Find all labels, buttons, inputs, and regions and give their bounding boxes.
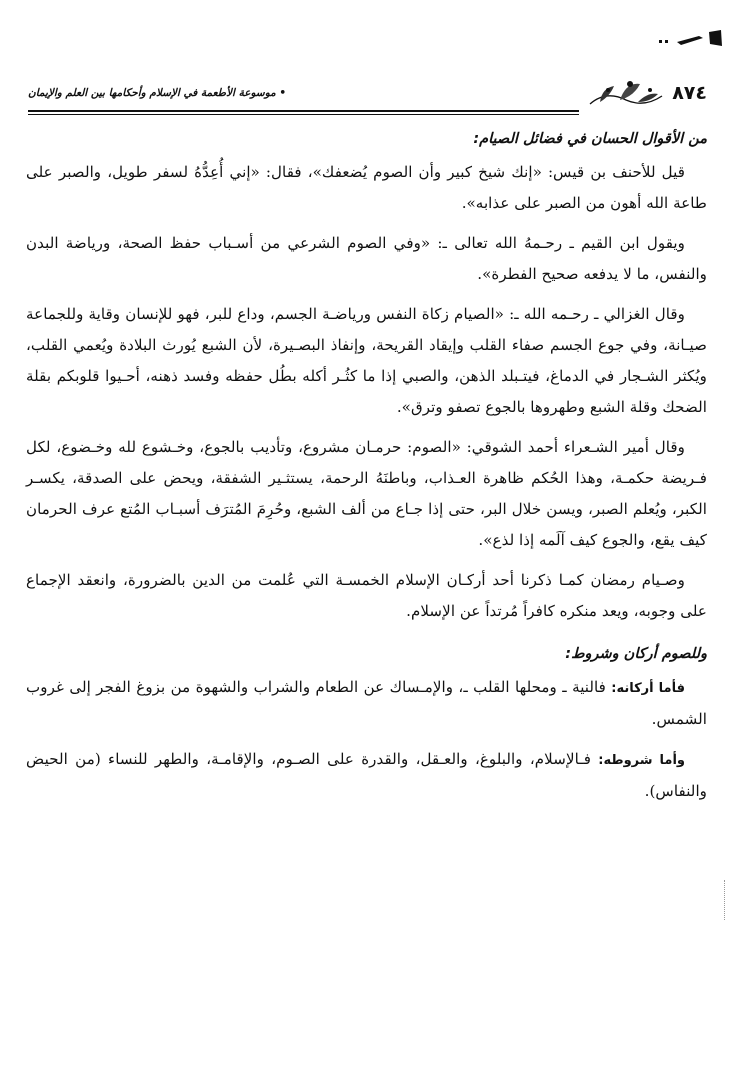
section-heading-virtues: من الأقوال الحسان في فضائل الصيام: <box>473 131 707 147</box>
paragraph-conditions <box>26 744 707 807</box>
conditions-text: فـالإسلام، والبلوغ، والعـقل، والقدرة على الصـوم، والإقامـة، والطهر للنساء (من الحيض والنفاس). <box>26 750 707 800</box>
binding-mark-icon <box>653 24 723 52</box>
conditions-label: وأما شروطه: <box>598 753 685 768</box>
floral-ornament-icon <box>586 76 666 110</box>
page-number: ٨٧٤ <box>672 82 707 104</box>
header-rule <box>28 110 579 112</box>
scan-edge-marks <box>714 880 725 920</box>
pillars-text: فالنية ـ ومحلها القلب ـ، والإمـساك عن الطعام والشراب والشهوة من بزوغ الفجر إلى غروب الشمس. <box>26 678 707 728</box>
paragraph-ahnaf: قيل للأحنف بن قيس: «إنك شيخ كبير وأن الصوم يُضعفك»، فقال: «إني أُعِدُّهُ لسفر طويل، والصبر على طاعة الله أهون من الصبر على عذابه». <box>26 163 707 212</box>
page-header <box>28 78 707 108</box>
paragraph-pillars <box>26 672 707 735</box>
book-title: • موسوعة الأطعمة في الإسلام وأحكامها بين العلم والإيمان <box>28 87 287 99</box>
paragraph-shawqi: وقال أمير الشـعراء أحمد الشوقي: «الصوم: حرمـان مشروع، وتأديب بالجوع، وخـشوع لله وخـضوع، لكل فـريضة حكمـة، وهذا الحُكم ظاهرة العـذاب، وباطنَهُ الرحمة، يستثـير الشفقة، ويحض على الصدقة، يكسـر الكبر، ويُعلم الصبر، ويسن خلال البر، حتى إذا جـاع من ألف الشبع، وحُرِمَ المُترَف أسبـاب المُتع عرف الحرمان كيف يقع، والجوع كيف آلَمه إذا لذع». <box>26 438 707 549</box>
main-text <box>26 124 707 816</box>
paragraph-ghazali: وقال الغزالي ـ رحـمه الله ـ: «الصيام زكاة النفس ورياضـة الجسم، وداع للبر، فهو للإنسان وقاية وللجماعة صيـانة، وفي جوع الجسم صفاء القلب وإيقاد القريحة، وإنفاذ البصـيرة، لأن الشبع يُورث البلادة ويُعمي القلب، ويُكثر الشـجار في الدماغ، فيتـبلد الذهن، والصبي إذا ما كثُـر أكله بطُل حفظه وفسد ذهنه، أحـيوا قلوبكم بقلة الضحك وقلة الشبع وطهروها بالجوع تصفو وترق». <box>26 305 707 416</box>
section-heading-pillars: وللصوم أركان وشروط: <box>565 646 707 662</box>
pillars-label: فأما أركانه: <box>611 681 685 696</box>
paragraph-ibn-qayyim: ويقول ابن القيم ـ رحـمهُ الله تعالى ـ: «وفي الصوم الشرعي من أسـباب حفظ الصحة، ورياضة البدن والنفس، ما لا يدفعه صحيح الفطرة». <box>26 234 707 283</box>
paragraph-ramadan: وصـيام رمضان كمـا ذكرنا أحد أركـان الإسلام الخمسـة التي عُلمت من الدين بالضرورة، وانعقد الإجماع على وجوبه، ويعد منكره كافراً مُرتداً عن الإسلام. <box>26 571 707 620</box>
header-rule-thin <box>28 114 579 115</box>
